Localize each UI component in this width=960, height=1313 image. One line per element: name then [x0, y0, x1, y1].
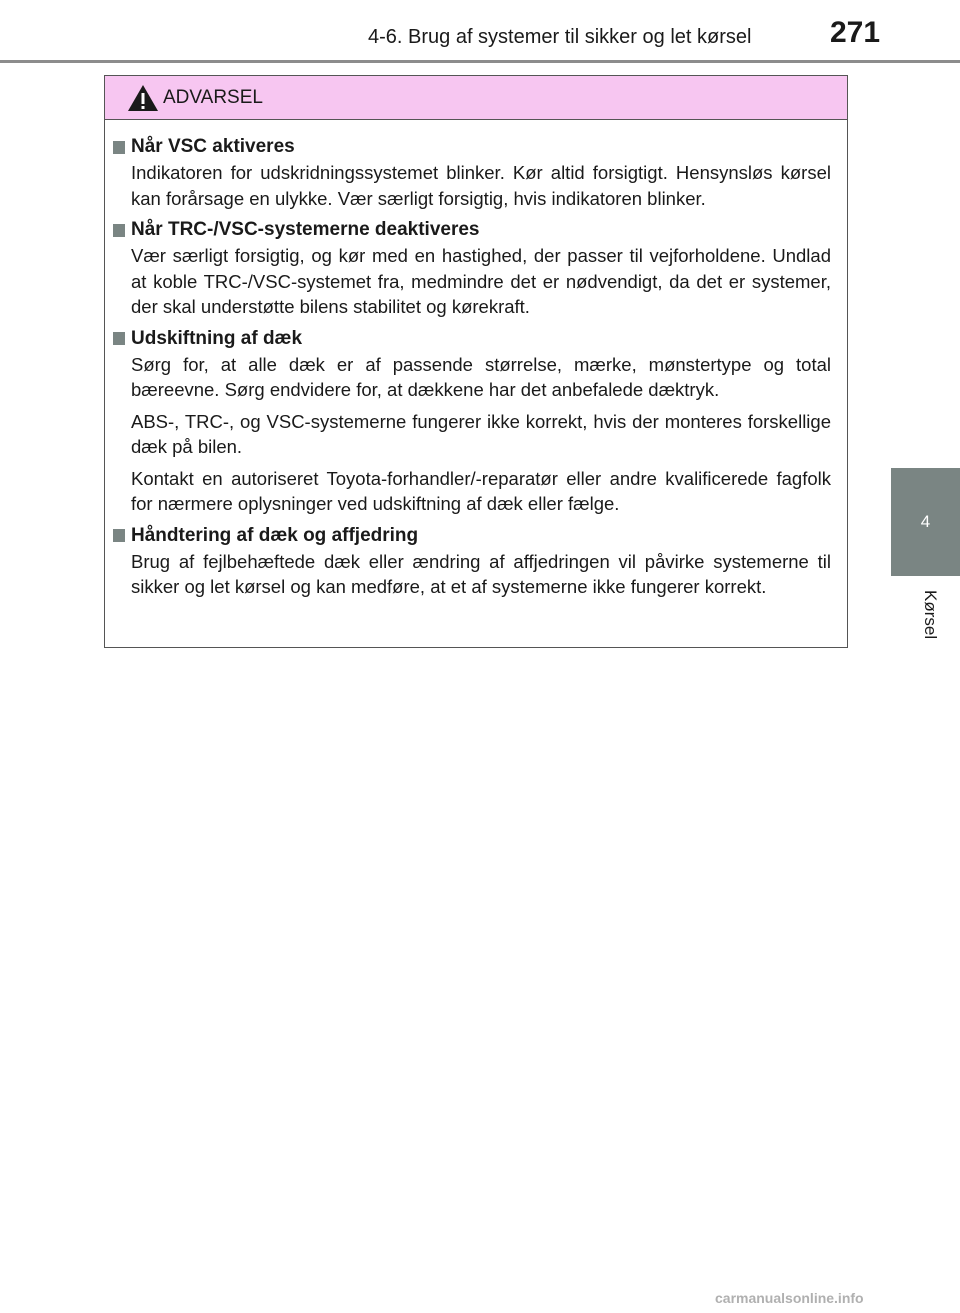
square-bullet-icon: [113, 332, 125, 345]
chapter-tab-label: Kørsel: [921, 590, 940, 640]
section-heading: [113, 134, 831, 160]
watermark: carmanualsonline.info: [715, 1290, 864, 1306]
warning-section: [113, 217, 831, 320]
section-paragraph: Indikatoren for udskridningssystemet blinker. Kør altid forsigtigt. Hensynsløs kørsel kan forårsage en ulykke. Vær særligt forsigtig, hvis indikatoren blinker.: [131, 162, 831, 209]
section-paragraph: Sørg for, at alle dæk er af passende størrelse, mærke, mønstertype og total bæreevne. Sørg endvidere for, at dækkene har det anbefalede dæktryk.: [131, 353, 831, 400]
warning-title: ADVARSEL: [163, 87, 263, 108]
warning-section: [113, 326, 831, 517]
running-header-title: 4-6. Brug af systemer til sikker og let kørsel: [368, 26, 752, 48]
section-heading: [113, 326, 831, 352]
section-paragraph: Kontakt en autoriseret Toyota-forhandler/-reparatør eller andre kvalificerede fagfolk for nærmere oplysninger ved udskiftning af dæk eller fælge.: [131, 467, 831, 514]
header-divider: [0, 60, 960, 63]
warning-triangle-icon: [127, 84, 159, 112]
section-heading-text: Udskiftning af dæk: [131, 327, 303, 349]
warning-section: [113, 134, 831, 211]
warning-box: [104, 75, 848, 648]
section-heading-text: Når TRC-/VSC-systemerne deaktiveres: [131, 219, 480, 240]
page-number: 271: [830, 16, 881, 49]
square-bullet-icon: [113, 224, 125, 237]
warning-body: [105, 120, 847, 600]
section-paragraph: Brug af fejlbehæftede dæk eller ændring af affjedringen vil påvirke systemerne til sikker og let kørsel og kan medføre, at et af systemerne ikke fungerer korrekt.: [131, 550, 831, 597]
section-paragraph: Vær særligt forsigtig, og kør med en hastighed, der passer til vejforholdene. Undlad at koble TRC-/VSC-systemet fra, medmindre det er nødvendigt, da det er systemer, der skal understøtte bilens stabilitet og kørekraft.: [131, 245, 831, 317]
warning-header: [105, 76, 847, 120]
warning-section: [113, 523, 831, 600]
section-paragraph: ABS-, TRC-, og VSC-systemerne fungerer ikke korrekt, hvis der monteres forskellige dæk på bilen.: [131, 410, 831, 457]
section-heading-text: Håndtering af dæk og affjedring: [131, 524, 419, 546]
section-heading: [113, 523, 831, 549]
section-heading: [113, 217, 831, 243]
square-bullet-icon: [113, 529, 125, 542]
chapter-tab: 4: [891, 468, 960, 576]
square-bullet-icon: [113, 141, 125, 154]
section-heading-text: Når VSC aktiveres: [131, 136, 295, 157]
